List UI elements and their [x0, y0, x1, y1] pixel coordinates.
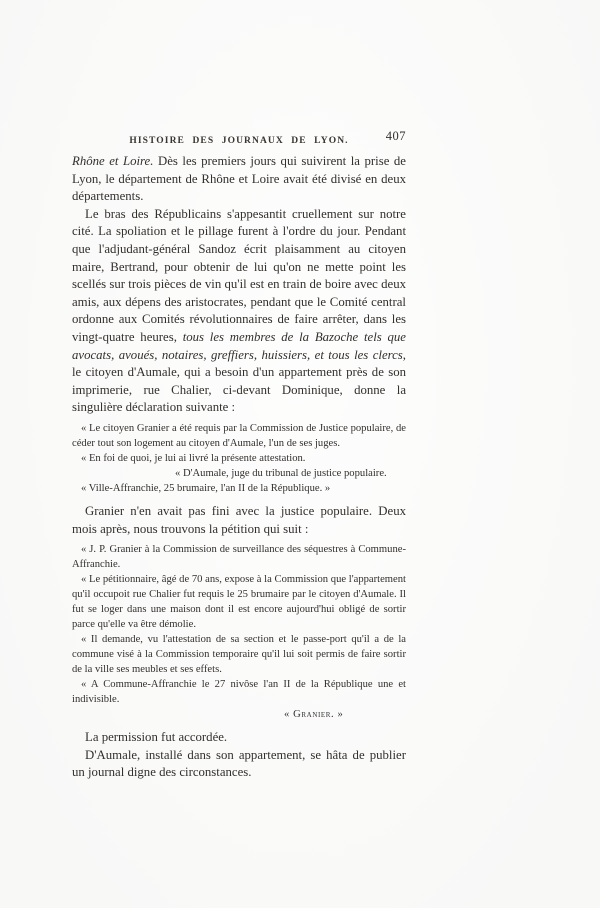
running-title: HISTOIRE DES JOURNAUX DE LYON. — [129, 136, 349, 146]
text-block — [72, 130, 406, 782]
quote-line-en-foi: « En foi de quoi, je lui ai livré la présente attestation. — [81, 452, 306, 464]
paragraph-permission: La permission fut accordée. — [85, 730, 228, 745]
running-header — [72, 130, 406, 144]
italic-lead-rhone-et-loire: Rhône et Loire. — [72, 154, 154, 168]
paragraph-rhone-et-loire — [72, 153, 406, 206]
petition-signature-granier: « Granier. » — [284, 709, 344, 721]
paragraph-granier-justice: Granier n'en avait pas fini avec la justice populaire. Deux mois après, nous trouvons la pétition qui suit : — [72, 503, 406, 536]
petition-exposition: « Le pétitionnaire, âgé de 70 ans, expose à la Commission que l'appartement qu'il occupoit rue Chalier fut requis le 25 brumaire par le citoyen d'Aumale. Il fut se loger dans une maison dont il est encore aujourd'hui obligé de sortir parce qu'elle va être démolie. — [72, 574, 406, 631]
paragraph-text: , le citoyen d'Aumale, qui a besoin d'un appartement près de son imprimerie, rue Chalier, ci-devant Dominique, donne la singulière déclaration suivante : — [72, 347, 406, 415]
paragraph-daumale-installe: D'Aumale, installé dans son appartement, se hâta de publier un journal digne des circonstances. — [72, 747, 406, 780]
paragraph-text: Dès les premiers jours qui suivirent la prise de Lyon, le département de Rhône et Loire avait été divisé en deux départements. — [72, 154, 406, 204]
quote-line-citoyen-granier: « Le citoyen Granier a été requis par la Commission de Justice populaire, de céder tout son logement au citoyen d'Aumale, l'un de ses juges. — [72, 422, 406, 449]
petition-dateline: « A Commune-Affranchie le 27 nivôse l'an II de la République une et indivisible. — [72, 679, 406, 706]
paragraph-text: Le bras des Républicains s'appesantit cruellement sur notre cité. La spoliation et le pillage furent à l'ordre du jour. Pendant que l'adjudant-général Sandoz écrit plaisamment au citoyen maire, Bertrand, pour obtenir de lui qu'on ne mette point les scellés sur trois pièces de vin qu'il est en train de boire avec deux amis, aux dépens des aristocrates, pendant que le Comité central ordonne aux Comités révolutionnaires de faire arrêter, dans les vingt-quatre heures, — [72, 206, 406, 344]
paragraph-le-bras — [72, 206, 406, 417]
quote-line-ville-affranchie: « Ville-Affranchie, 25 brumaire, l'an II de la République. » — [81, 482, 331, 494]
italic-bazoche-list: tous les membres de la Bazoche tels que avocats, avoués, notaires, greffiers, huissiers, et tous les clercs — [72, 329, 406, 362]
attestation-quote — [72, 421, 406, 496]
page-number: 407 — [385, 129, 406, 143]
petition-quote — [72, 542, 406, 722]
petition-demande: « Il demande, vu l'attestation de sa section et le passe-port qu'il a de la commune visé à la Commission temporaire qu'il lui soit permis de faire sortir de la ville ses meubles et ses effets. — [72, 634, 406, 676]
quote-line-daumale-juge: « D'Aumale, juge du tribunal de justice populaire. — [175, 467, 387, 479]
petition-address: « J. P. Granier à la Commission de surveillance des séquestres à Commune-Affranchie. — [72, 544, 406, 571]
